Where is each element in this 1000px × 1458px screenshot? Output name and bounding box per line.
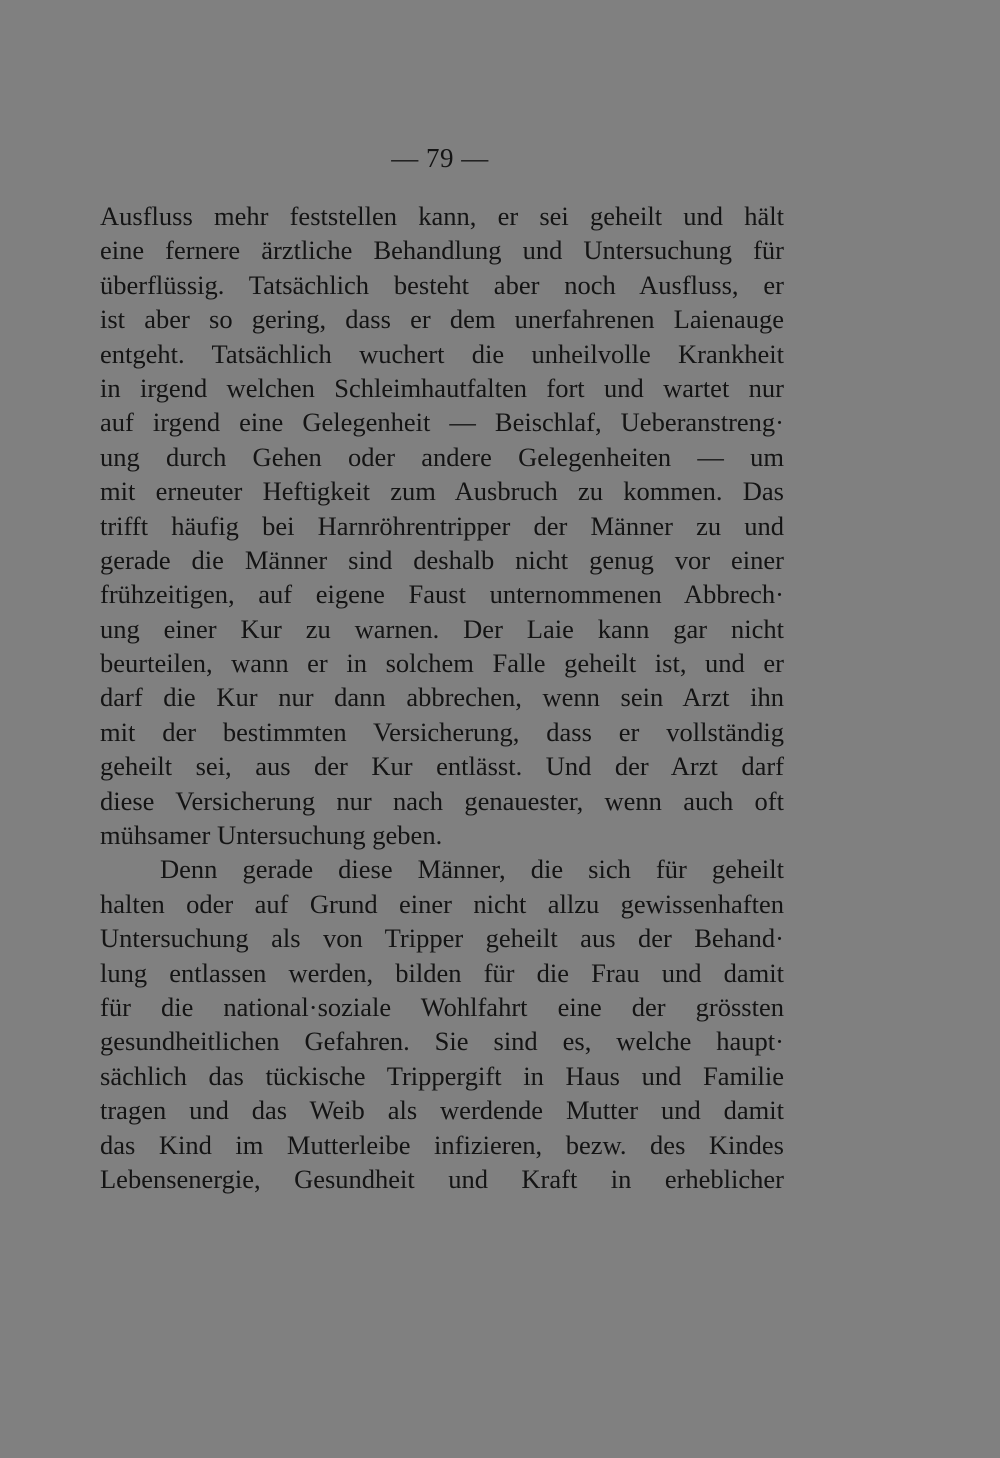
text-line: halten oder auf Grund einer nicht allzu gewissenhaften [100, 888, 784, 919]
text-line: entgeht. Tatsächlich wuchert die unheilvolle Krankheit [100, 338, 784, 369]
text-line: beurteilen, wann er in solchem Falle geheilt ist, und er [100, 648, 784, 679]
text-line: mit der bestimmten Versicherung, dass er vollständig [100, 716, 784, 747]
text-line: sächlich das tückische Trippergift in Haus und Familie [100, 1060, 784, 1091]
text-line: lung entlassen werden, bilden für die Frau und damit [100, 957, 784, 988]
text-line: gerade die Männer sind deshalb nicht genug vor einer [100, 544, 784, 575]
text-line: darf die Kur nur dann abbrechen, wenn sein Arzt ihn [100, 682, 784, 713]
text-line: diese Versicherung nur nach genauester, wenn auch oft [100, 785, 784, 816]
text-line: eine fernere ärztliche Behandlung und Untersuchung für [100, 235, 784, 266]
text-line: geheilt sei, aus der Kur entlässt. Und der Arzt darf [100, 751, 784, 782]
text-line: überflüssig. Tatsächlich besteht aber noch Ausfluss, er [100, 269, 784, 300]
text-line: auf irgend eine Gelegenheit — Beischlaf, Ueberanstreng· [100, 407, 784, 438]
text-line: trifft häufig bei Harnröhrentripper der Männer zu und [100, 510, 784, 541]
body-text [100, 199, 784, 1196]
text-line: gesundheitlichen Gefahren. Sie sind es, welche haupt· [100, 1026, 784, 1057]
text-line: das Kind im Mutterleibe infizieren, bezw. des Kindes [100, 1129, 784, 1160]
text-line: ist aber so gering, dass er dem unerfahrenen Laienauge [100, 304, 784, 335]
text-line: mit erneuter Heftigkeit zum Ausbruch zu kommen. Das [100, 476, 784, 507]
text-line: für die national·soziale Wohlfahrt eine der grössten [100, 991, 784, 1022]
text-line: tragen und das Weib als werdende Mutter und damit [100, 1095, 784, 1126]
text-line: Lebensenergie, Gesundheit und Kraft in erheblicher [100, 1163, 784, 1194]
text-line: ung einer Kur zu warnen. Der Laie kann gar nicht [100, 613, 784, 644]
text-line: Untersuchung als von Tripper geheilt aus der Behand· [100, 923, 784, 954]
text-line: ung durch Gehen oder andere Gelegenheiten — um [100, 441, 784, 472]
text-line: Denn gerade diese Männer, die sich für geheilt [160, 854, 784, 885]
text-line: frühzeitigen, auf eigene Faust unternommenen Abbrech· [100, 579, 784, 610]
text-line: mühsamer Untersuchung geben. [100, 820, 443, 851]
text-line: Ausfluss mehr feststellen kann, er sei geheilt und hält [100, 201, 784, 231]
page-number: — 79 — [391, 143, 489, 173]
text-line: in irgend welchen Schleimhautfalten fort und wartet nur [100, 372, 784, 403]
